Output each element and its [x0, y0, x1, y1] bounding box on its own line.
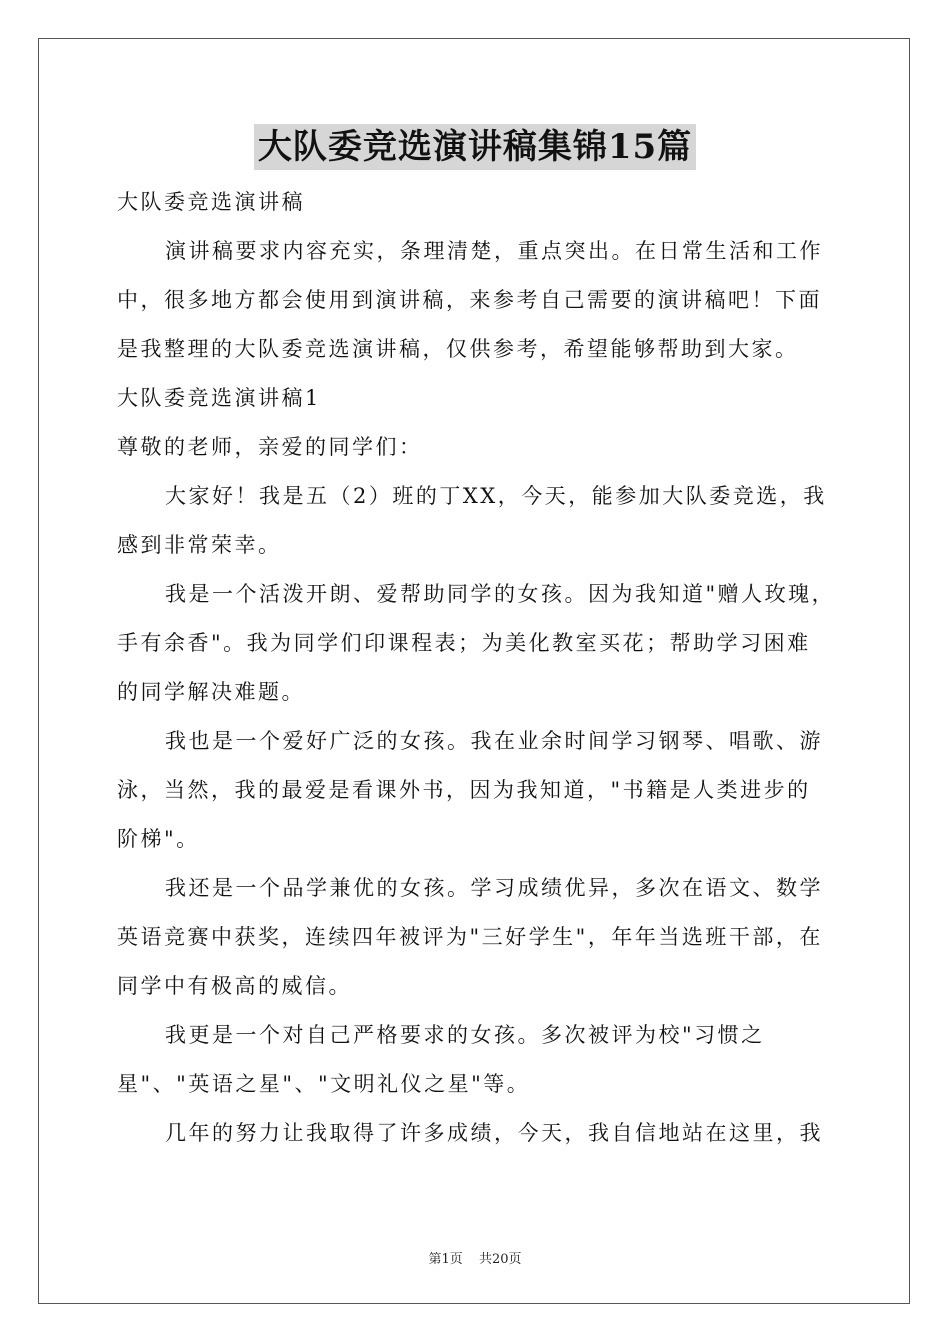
text-line: 我也是一个爱好广泛的女孩。我在业余时间学习钢琴、唱歌、游	[165, 729, 823, 753]
page-total: 共20页	[478, 1252, 522, 1267]
text-line: 的同学解决难题。	[117, 680, 305, 704]
text-line: 大队委竞选演讲稿	[117, 190, 305, 214]
page-footer	[0, 1248, 950, 1267]
title-container	[0, 124, 950, 170]
text-line: 泳，当然，我的最爱是看课外书，因为我知道，"书籍是人类进步的	[117, 778, 811, 802]
text-line: 大家好！我是五（2）班的丁XX，今天，能参加大队委竞选，我	[165, 484, 827, 508]
text-line: 中，很多地方都会使用到演讲稿，来参考自己需要的演讲稿吧！下面	[117, 288, 822, 312]
text-line: 我是一个活泼开朗、爱帮助同学的女孩。因为我知道"赠人玫瑰，	[165, 582, 836, 606]
text-line: 同学中有极高的威信。	[117, 974, 352, 998]
text-line: 我还是一个品学兼优的女孩。学习成绩优异，多次在语文、数学	[165, 876, 823, 900]
text-line: 演讲稿要求内容充实，条理清楚，重点突出。在日常生活和工作	[165, 239, 823, 263]
text-line: 是我整理的大队委竞选演讲稿，仅供参考，希望能够帮助到大家。	[117, 337, 799, 361]
text-line: 几年的努力让我取得了许多成绩，今天，我自信地站在这里，我	[165, 1121, 823, 1145]
text-line: 手有余香"。我为同学们印课程表；为美化教室买花；帮助学习困难	[117, 631, 811, 655]
text-line: 我更是一个对自己严格要求的女孩。多次被评为校"习惯之	[165, 1023, 765, 1047]
text-line: 大队委竞选演讲稿1	[117, 386, 321, 410]
text-line: 星"、"英语之星"、"文明礼仪之星"等。	[117, 1072, 531, 1096]
page-number: 第1页	[428, 1252, 463, 1267]
text-line: 阶梯"。	[117, 827, 200, 851]
text-line: 感到非常荣幸。	[117, 533, 282, 557]
document-body	[117, 178, 837, 1158]
text-line: 尊敬的老师，亲爱的同学们：	[117, 435, 423, 459]
document-title: 大队委竞选演讲稿集锦15篇	[254, 124, 696, 170]
text-line: 英语竞赛中获奖，连续四年被评为"三好学生"，年年当选班干部，在	[117, 925, 823, 949]
